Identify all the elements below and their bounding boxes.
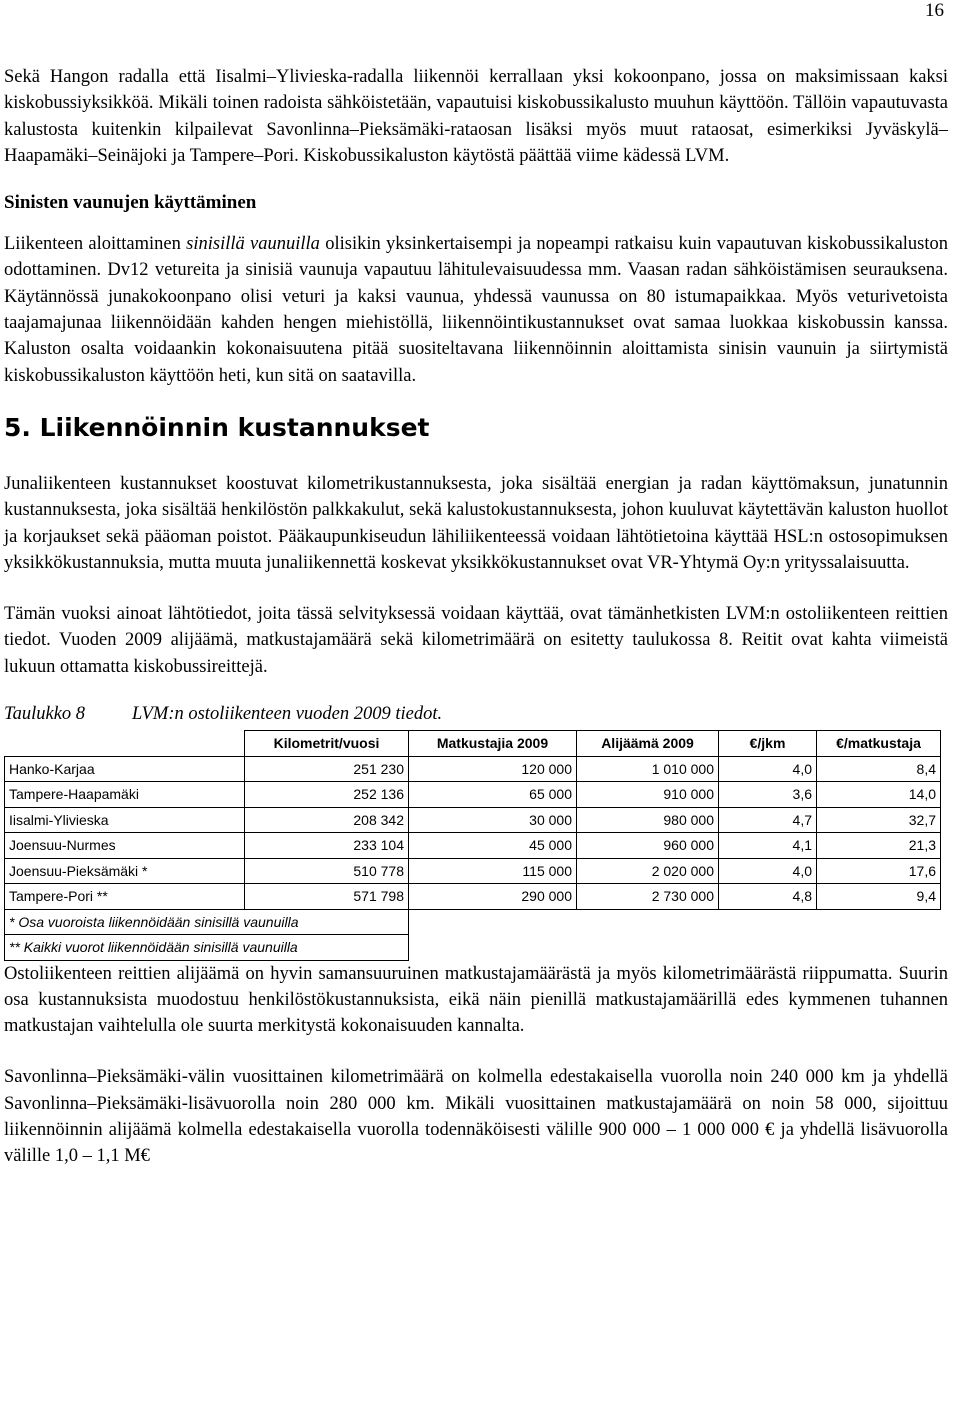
italic-term: sinisillä vaunuilla — [186, 234, 320, 255]
cell-route: Iisalmi-Ylivieska — [5, 807, 245, 833]
cell-eur-per-passenger: 8,4 — [817, 756, 941, 782]
cell-eur-per-km: 3,6 — [719, 782, 817, 808]
cell-eur-per-passenger: 14,0 — [817, 782, 941, 808]
cell-passengers: 45 000 — [409, 833, 577, 859]
data-table — [4, 730, 941, 961]
table-caption — [4, 702, 948, 726]
header-eur-per-passenger: €/matkustaja — [817, 731, 941, 757]
table-caption-text: LVM:n ostoliikenteen vuoden 2009 tiedot. — [132, 704, 443, 725]
cell-km: 252 136 — [245, 782, 409, 808]
cell-passengers: 120 000 — [409, 756, 577, 782]
cell-passengers: 115 000 — [409, 858, 577, 884]
table-note: ** Kaikki vuorot liikennöidään sinisillä vaunuilla — [5, 935, 409, 961]
page-content — [4, 64, 948, 1170]
table-note: * Osa vuoroista liikennöidään sinisillä vaunuilla — [5, 909, 409, 935]
paragraph-deficit-analysis: Ostoliikenteen reittien alijäämä on hyvin samansuuruinen matkustajamäärästä ja myös kilometrimäärästä riippumatta. Suurin osa kustannuksista muodostuu henkilöstökustannuksista, eikä näin pienillä matkustajamäärillä edes kymmenen tuhannen matkustajan vaihtelulla ole suurta merkitystä kokonaisuuden kannalta. — [4, 963, 948, 1037]
table-row — [5, 858, 941, 884]
table-note-row — [5, 909, 941, 935]
cell-deficit: 1 010 000 — [577, 756, 719, 782]
table-row — [5, 807, 941, 833]
chapter-heading: 5. Liikennöinnin kustannukset — [4, 412, 430, 442]
cell-km: 510 778 — [245, 858, 409, 884]
cell-km: 233 104 — [245, 833, 409, 859]
section-heading-blue-cars: Sinisten vaunujen käyttäminen — [4, 192, 257, 214]
paragraph-costs: Junaliikenteen kustannukset koostuvat kilometrikustannuksesta, joka sisältää energian ja radan käyttömaksun, junatunnin kustannuksesta, joka sisältää henkilöstön palkkakulut, sekä kalustokustannuksesta, johon kuuluvat käytettävän kaluston huollot ja korjaukset sekä pääoman poistot. Pääkaupunkiseudun lähiliikenteessä voidaan lähtötietoina käyttää HSL:n ostosopimuksen yksikkökustannuksia, mutta muuta junaliikennettä koskevat yksikkökustannukset ovat VR-Yhtymä Oy:n yrityssalaisuutta. — [4, 473, 948, 573]
cell-deficit: 960 000 — [577, 833, 719, 859]
cell-eur-per-km: 4,7 — [719, 807, 817, 833]
cell-route: Tampere-Haapamäki — [5, 782, 245, 808]
cell-eur-per-km: 4,0 — [719, 756, 817, 782]
cell-route: Joensuu-Pieksämäki * — [5, 858, 245, 884]
table-row — [5, 782, 941, 808]
cell-passengers: 65 000 — [409, 782, 577, 808]
cell-km: 251 230 — [245, 756, 409, 782]
cell-eur-per-km: 4,1 — [719, 833, 817, 859]
header-passengers: Matkustajia 2009 — [409, 731, 577, 757]
paragraph-blue-cars — [4, 231, 948, 389]
text-segment: Liikenteen aloittaminen — [4, 234, 187, 255]
page-number: 16 — [925, 0, 944, 21]
paragraph-source-data: Tämän vuoksi ainoat lähtötiedot, joita tässä selvityksessä voidaan käyttää, ovat tämänhetkisten LVM:n ostoliikenteen reittien tiedot. Vuoden 2009 alijäämä, matkustajamäärä sekä kilometrimäärä on esitetty taulukossa 8. Reitit ovat kahta viimeistä lukuun ottamatta kiskobussireittejä. — [4, 604, 948, 677]
header-empty — [5, 731, 245, 757]
paragraph-savonlinna-estimate: Savonlinna–Pieksämäki-välin vuosittainen kilometrimäärä on kolmella edestakaisella vuorolla noin 240 000 km ja yhdellä Savonlinna–Pieksämäki-lisävuorolla noin 280 000 km. Mikäli vuosittainen matkustajamäärä on noin 58 000, sijoittuu liikennöinnin alijäämä kolmella edestakaisella vuorolla todennäköisesti välille 900 000 – 1 000 000 € ja yhdellä lisävuorolla välille 1,0 – 1,1 M€ — [4, 1067, 948, 1167]
paragraph-rail-units: Sekä Hangon radalla että Iisalmi–Ylivieska-radalla liikennöi kerrallaan yksi kokoonpano, jossa on maksimissaan kaksi kiskobussiyksikköä. Mikäli toinen radoista sähköistetään, vapautuisi kiskobussikalusto muuhun käyttöön. Tällöin vapautuvasta kalustosta kuitenkin kilpailevat Savonlinna–Pieksämäki-rataosan lisäksi myös muut rataosat, esimerkiksi Jyväskylä–Haapamäki–Seinäjoki ja Tampere–Pori. Kiskobussikaluston käytöstä päättää viime kädessä LVM. — [4, 67, 948, 166]
cell-route: Hanko-Karjaa — [5, 756, 245, 782]
cell-eur-per-km: 4,8 — [719, 884, 817, 910]
cell-passengers: 290 000 — [409, 884, 577, 910]
note-empty-cell — [409, 909, 941, 935]
cell-km: 571 798 — [245, 884, 409, 910]
cell-km: 208 342 — [245, 807, 409, 833]
cell-passengers: 30 000 — [409, 807, 577, 833]
table-caption-label: Taulukko 8 — [4, 704, 86, 725]
cell-eur-per-passenger: 21,3 — [817, 833, 941, 859]
text-segment: olisikin yksinkertaisempi ja nopeampi ratkaisu kuin vapautuvan kiskobussikaluston odottaminen. Dv12 vetureita ja sinisiä vaunuja vapautuu lähitulevaisuudessa mm. Vaasan radan sähköistämisen seurauksena. Käytännössä junakokoonpano olisi veturi ja kaksi vaunua, yhdessä vaunussa on 80 istumapaikkaa. Myös veturivetoista taajamajunaa liikennöidään kahden hengen miehistöllä, liikennöintikustannukset ovat samaa luokkaa kiskobussin kanssa. Kaluston osalta voidaankin kokonaisuutena pitää suositeltavana liikennöinnin aloittamista sinisin vaunuin ja siirtymistä kiskobussikaluston käyttöön heti, kun sitä on saatavilla. — [4, 234, 949, 386]
note-empty-cell — [409, 935, 941, 961]
header-deficit: Alijäämä 2009 — [577, 731, 719, 757]
header-eur-per-km: €/jkm — [719, 731, 817, 757]
cell-deficit: 2 020 000 — [577, 858, 719, 884]
cell-eur-per-km: 4,0 — [719, 858, 817, 884]
cell-route: Joensuu-Nurmes — [5, 833, 245, 859]
header-km: Kilometrit/vuosi — [245, 731, 409, 757]
cell-deficit: 910 000 — [577, 782, 719, 808]
cell-deficit: 2 730 000 — [577, 884, 719, 910]
cell-deficit: 980 000 — [577, 807, 719, 833]
cell-eur-per-passenger: 17,6 — [817, 858, 941, 884]
table-row — [5, 833, 941, 859]
table-header-row — [5, 731, 941, 757]
table-row — [5, 884, 941, 910]
cell-eur-per-passenger: 9,4 — [817, 884, 941, 910]
cell-eur-per-passenger: 32,7 — [817, 807, 941, 833]
cell-route: Tampere-Pori ** — [5, 884, 245, 910]
table-note-row — [5, 935, 941, 961]
table-row — [5, 756, 941, 782]
